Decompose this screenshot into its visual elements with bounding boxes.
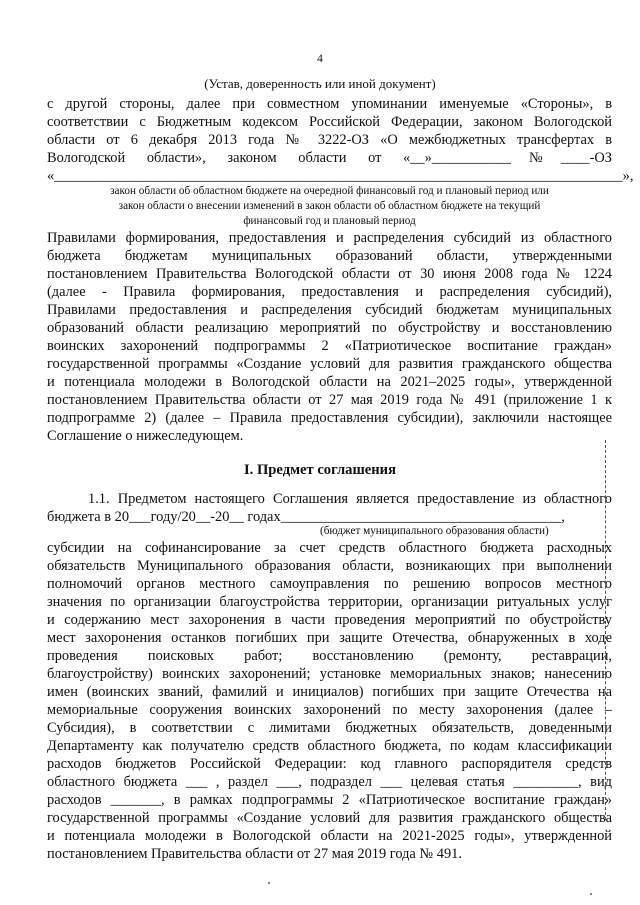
subsidy-line: расходов бюджетов Российской Федерации: код главного распорядителя средств — [47, 756, 612, 772]
subsidy-line: Субсидия), в соответствии с лимитами бюджетных обязательств, доведенными — [47, 720, 612, 736]
rules-line: постановлением Правительства Вологодской области от 30 июня 2008 года № 1224 — [47, 266, 612, 282]
subsidy-line: и содержанию мест захоронения в части проведения мероприятий по обустройству — [47, 612, 612, 628]
subsidy-line: обязательств Муниципального образования области, возникающих при выполнении — [47, 558, 612, 574]
subsidy-line: государственной программы «Создание условий для развития гражданского общества — [47, 810, 612, 826]
law-note-line: закон области о внесении изменений в закон области об областном бюджете на текущий — [118, 200, 541, 212]
subsidy-line: полномочий органов местного самоуправления по решению вопросов местного — [47, 576, 612, 592]
subsidy-line: мест захоронения останков погибших при защите Отечества, обнаруженных в ходе — [47, 630, 612, 646]
subsidy-line: мемориальные сооружения воинских захоронений по месту захоронения (далее – — [47, 702, 612, 718]
rules-line: постановлением Правительства области от 27 мая 2019 года № 491 (приложение 1 к — [47, 392, 612, 408]
subsidy-line: проведения поисковых работ; восстановлению (ремонту, реставрации, — [47, 648, 612, 664]
intro-line: области от 6 декабря 2013 года № 3222-ОЗ «О межбюджетных трансфертах в — [47, 132, 612, 148]
clause-line: бюджета в 20___году/20__-20__ годах_______________________________________, — [47, 509, 565, 525]
rules-line: воинских захоронений подпрограммы 2 «Патриотическое воспитание граждан» — [47, 338, 612, 354]
scan-speck — [268, 882, 270, 884]
rules-line: (далее - Правила формирования, предоставления и распределения субсидий), — [47, 284, 612, 300]
rules-line: Правилами предоставления и распределения субсидий бюджетам муниципальных — [47, 302, 612, 318]
subsidy-line: имен (воинских званий, фамилий и инициалов) погибших при защите Отечества на — [47, 684, 612, 700]
subsidy-line: и потенциала молодежи в Вологодской области на 2021-2025 годы», утвержденной — [47, 828, 612, 844]
subsidy-line: субсидии на софинансирование за счет средств областного бюджета расходных — [47, 540, 612, 556]
rules-line: образований области реализацию мероприятий по обустройству и восстановлению — [47, 320, 612, 336]
subsidy-line: благоустройству) воинских захоронений; установке мемориальных знаков; нанесению — [47, 666, 612, 682]
intro-line: с другой стороны, далее при совместном упоминании именуемые «Стороны», в — [47, 96, 612, 112]
header-note: (Устав, доверенность или иной документ) — [204, 76, 436, 91]
intro-line: «_______________________________________________________________________________», — [47, 168, 634, 184]
rules-line: подпрограмме 2) (далее – Правила предоставления субсидии), заключили настоящее — [47, 410, 612, 426]
budget-note: (бюджет муниципального образования области) — [320, 525, 549, 537]
subsidy-line: областного бюджета ___ , раздел ___, подраздел ___ целевая статья _________, вид — [47, 774, 612, 790]
rules-line: и потенциала молодежи в Вологодской области на 2021–2025 годы», утвержденной — [47, 374, 612, 390]
subsidy-line: Департаменту как получателю средств областного бюджета, по кодам классификации — [47, 738, 612, 754]
subsidy-line: постановлением Правительства области от 27 мая 2019 года № 491. — [47, 846, 462, 862]
intro-line: соответствии с Бюджетным кодексом Российской Федерации, законом Вологодской — [47, 114, 612, 130]
section-title: I. Предмет соглашения — [243, 462, 396, 478]
rules-line: Правилами формирования, предоставления и распределения субсидий из областного — [47, 230, 612, 246]
law-note-line: финансовый год и плановый период — [243, 215, 416, 227]
scan-margin-mark — [605, 440, 606, 820]
rules-line: бюджета бюджетам муниципальных образований области, утвержденными — [47, 248, 612, 264]
clause-line: 1.1. Предметом настоящего Соглашения является предоставление из областного — [88, 491, 612, 507]
scan-speck — [590, 893, 592, 895]
rules-line: Соглашение о нижеследующем. — [47, 428, 244, 444]
intro-line: Вологодской области», законом области от «__»___________№____-ОЗ — [47, 150, 612, 166]
page-number: 4 — [317, 53, 323, 65]
law-note-line: закон области об областном бюджете на очередной финансовый год и плановый период или — [110, 185, 549, 197]
rules-line: государственной программы «Создание условий для развития гражданского общества — [47, 356, 612, 372]
subsidy-line: расходов _______, в рамках подпрограммы 2 «Патриотическое воспитание граждан» — [47, 792, 612, 808]
subsidy-line: значения по организации благоустройства территории, организации ритуальных услуг — [47, 594, 612, 610]
